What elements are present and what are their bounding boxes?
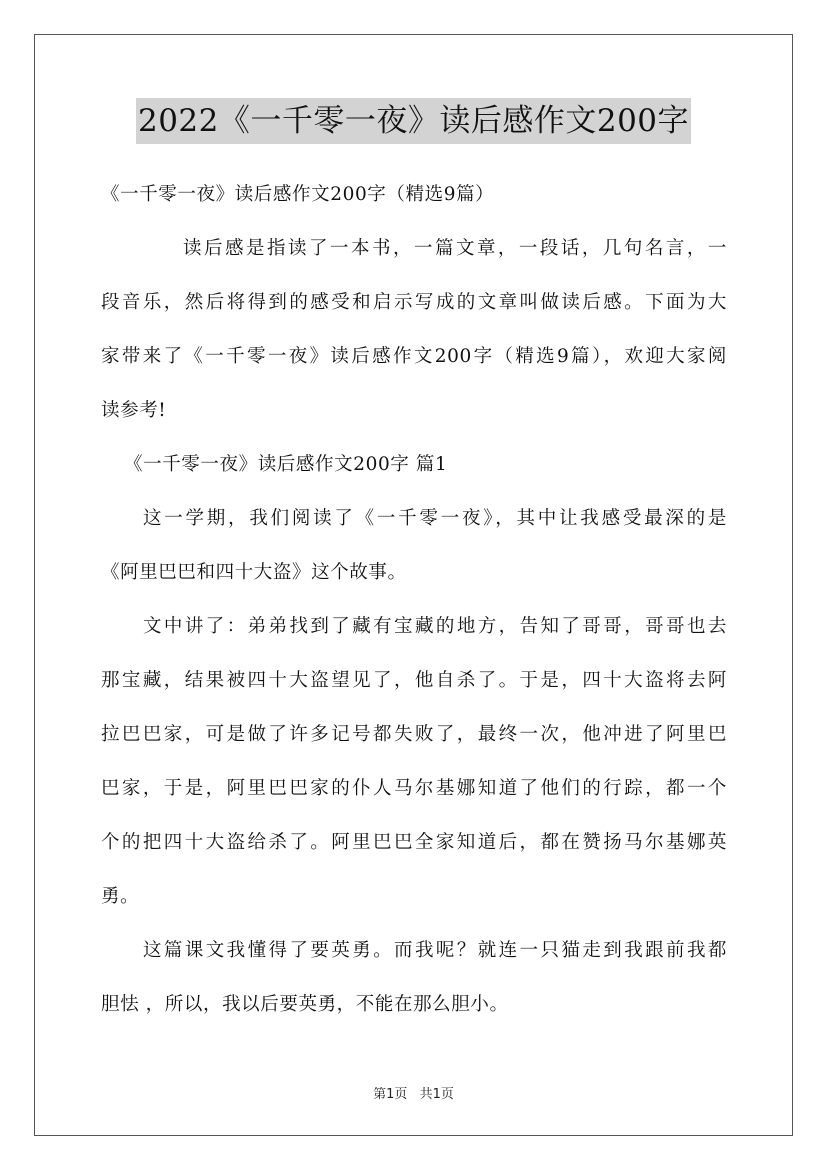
page-number-current: 第1页 xyxy=(373,1087,408,1102)
paragraph-line: 这一学期，我们阅读了《一千零一夜》，其中让我感受最深的是 xyxy=(143,508,727,529)
paragraph-line: 个的把四十大盗给杀了。阿里巴巴全家知道后，都在赞扬马尔基娜英 xyxy=(101,832,727,853)
subtitle-line: 《一千零一夜》读后感作文200字（精选9篇） xyxy=(101,184,495,205)
paragraph-line: 巴家，于是，阿里巴巴家的仆人马尔基娜知道了他们的行踪，都一个 xyxy=(101,778,727,799)
paragraph-line: 那宝藏，结果被四十大盗望见了，他自杀了。于是，四十大盗将去阿 xyxy=(101,670,727,691)
page-number-total: 共1页 xyxy=(419,1087,454,1102)
paragraph-line: 读后感是指读了一本书，一篇文章，一段话，几句名言，一 xyxy=(183,238,727,259)
paragraph-line: 段音乐，然后将得到的感受和启示写成的文章叫做读后感。下面为大 xyxy=(101,292,727,313)
section-heading: 《一千零一夜》读后感作文200字 篇1 xyxy=(124,454,448,475)
paragraph-line: 文中讲了：弟弟找到了藏有宝藏的地方，告知了哥哥，哥哥也去 xyxy=(143,616,727,637)
paragraph-line: 这篇课文我懂得了要英勇。而我呢？就连一只猫走到我跟前我都 xyxy=(143,940,727,961)
title-container xyxy=(0,98,827,144)
document-title: 2022《一千零一夜》读后感作文200字 xyxy=(136,98,691,144)
paragraph-line: 读参考! xyxy=(101,400,167,421)
paragraph-line: 拉巴巴家，可是做了许多记号都失败了，最终一次，他冲进了阿里巴 xyxy=(101,724,727,745)
paragraph-line: 《阿里巴巴和四十大盗》这个故事。 xyxy=(101,562,407,583)
page-footer xyxy=(0,1083,827,1102)
paragraph-line: 胆怯 ，所以，我以后要英勇，不能在那么胆小。 xyxy=(101,994,509,1015)
paragraph-line: 家带来了《一千零一夜》读后感作文200字（精选9篇），欢迎大家阅 xyxy=(101,346,727,367)
paragraph-line: 勇。 xyxy=(101,886,140,907)
